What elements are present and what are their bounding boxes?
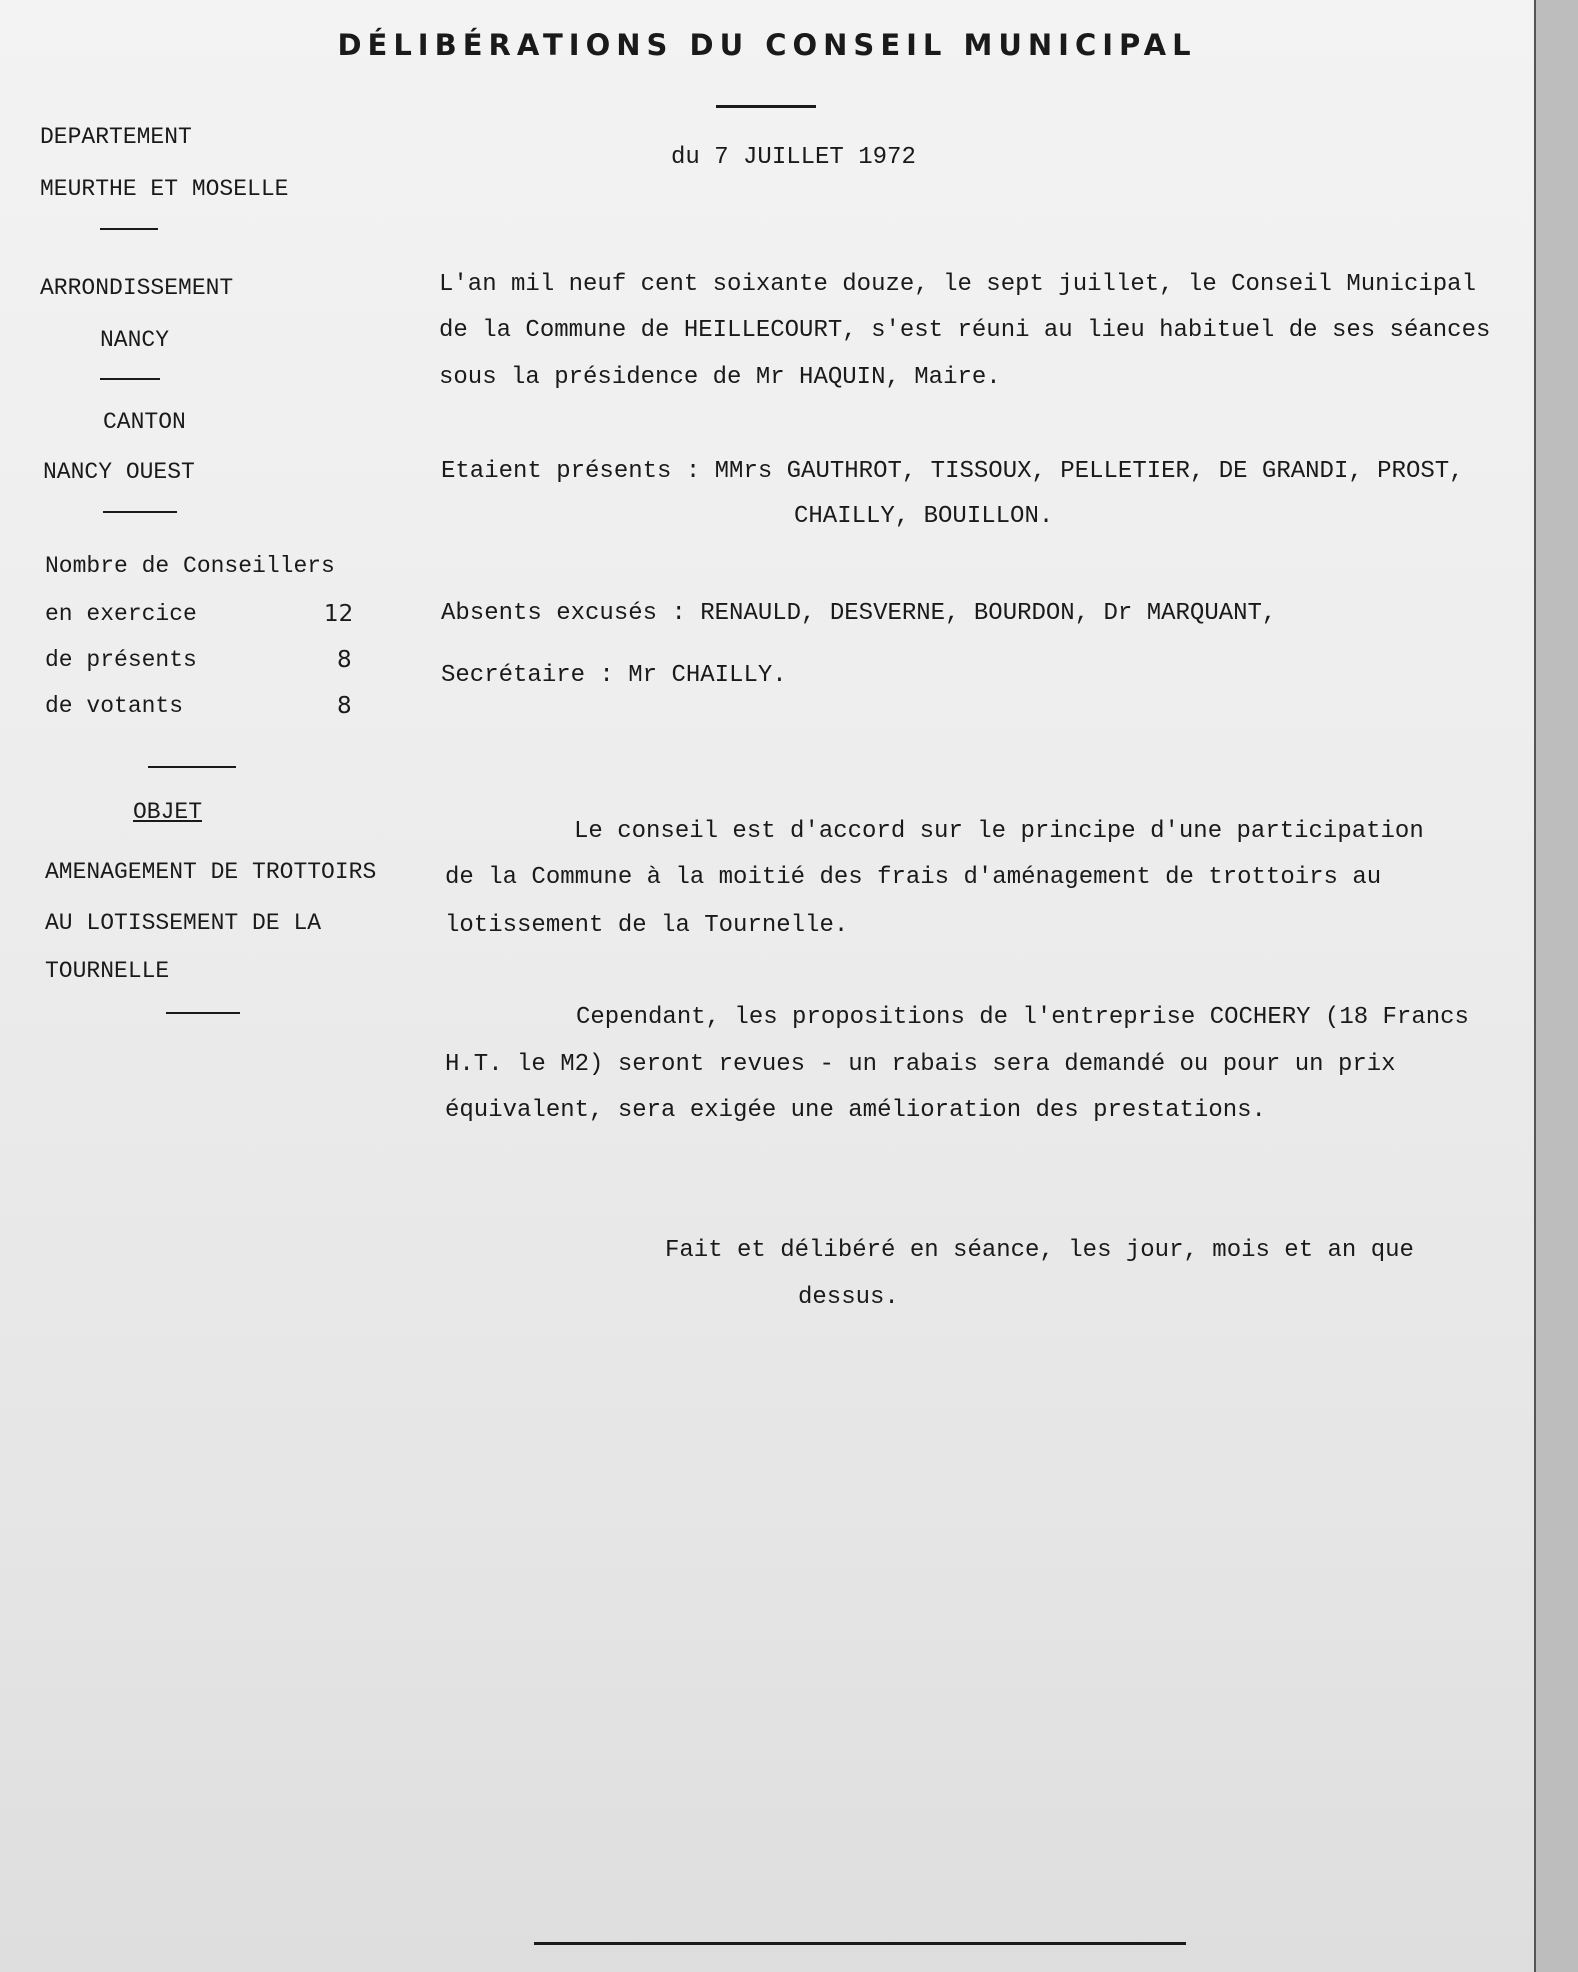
stat-value-votants: 8	[337, 693, 352, 719]
stat-value-presents: 8	[337, 647, 352, 673]
stat-label-votants: de votants	[45, 693, 184, 719]
left-divider-3	[103, 511, 177, 513]
objet-line-1: AMENAGEMENT DE TROTTOIRS	[45, 859, 377, 885]
arrondissement-label: ARRONDISSEMENT	[40, 275, 234, 301]
document-title: DÉLIBÉRATIONS DU CONSEIL MUNICIPAL	[337, 28, 1197, 62]
paragraph2-line-1: Cependant, les propositions de l'entreprise COCHERY (18 Francs	[576, 1004, 1469, 1031]
conseillers-label: Nombre de Conseillers	[45, 553, 335, 579]
canton-value: NANCY OUEST	[43, 459, 195, 485]
left-divider-4	[148, 766, 236, 768]
objet-line-2: AU LOTISSEMENT DE LA	[45, 910, 322, 936]
stat-label-exercice: en exercice	[45, 601, 197, 627]
presents-line-1: Etaient présents : MMrs GAUTHROT, TISSOUX, PELLETIER, DE GRANDI, PROST,	[441, 458, 1464, 485]
closing-line-2: dessus.	[798, 1284, 899, 1311]
paragraph1-line-1: Le conseil est d'accord sur le principe d'une participation	[574, 818, 1424, 845]
paragraph2-line-3: équivalent, sera exigée une amélioration des prestations.	[445, 1097, 1266, 1124]
paragraph1-line-2: de la Commune à la moitié des frais d'aménagement de trottoirs au	[445, 864, 1382, 891]
left-divider-2	[100, 378, 160, 380]
page-edge	[1534, 0, 1578, 1972]
canton-label: CANTON	[103, 409, 186, 435]
paragraph2-line-2: H.T. le M2) seront revues - un rabais sera demandé ou pour un prix	[445, 1051, 1396, 1078]
stat-label-presents: de présents	[45, 647, 197, 673]
bottom-signature-line-1	[534, 1942, 1186, 1945]
stat-value-exercice: 12	[324, 601, 354, 627]
closing-line-1: Fait et délibéré en séance, les jour, mois et an que	[665, 1237, 1414, 1264]
intro-line-3: sous la présidence de Mr HAQUIN, Maire.	[439, 364, 1001, 391]
objet-label: OBJET	[133, 799, 203, 825]
meeting-date: du 7 JUILLET 1972	[671, 144, 916, 171]
arrondissement-value: NANCY	[100, 327, 170, 353]
absents-line: Absents excusés : RENAULD, DESVERNE, BOURDON, Dr MARQUANT,	[441, 600, 1277, 627]
intro-line-2: de la Commune de HEILLECOURT, s'est réuni au lieu habituel de ses séances	[439, 317, 1491, 344]
presents-line-2: CHAILLY, BOUILLON.	[794, 503, 1054, 530]
objet-line-3: TOURNELLE	[45, 958, 170, 984]
departement-value: MEURTHE ET MOSELLE	[40, 176, 289, 202]
title-divider	[716, 105, 816, 108]
left-divider-5	[166, 1012, 240, 1014]
paragraph1-line-3: lotissement de la Tournelle.	[445, 912, 849, 939]
secretaire-line: Secrétaire : Mr CHAILLY.	[441, 662, 787, 689]
left-divider-1	[100, 228, 158, 230]
departement-label: DEPARTEMENT	[40, 124, 192, 150]
intro-line-1: L'an mil neuf cent soixante douze, le sept juillet, le Conseil Municipal	[439, 271, 1476, 298]
